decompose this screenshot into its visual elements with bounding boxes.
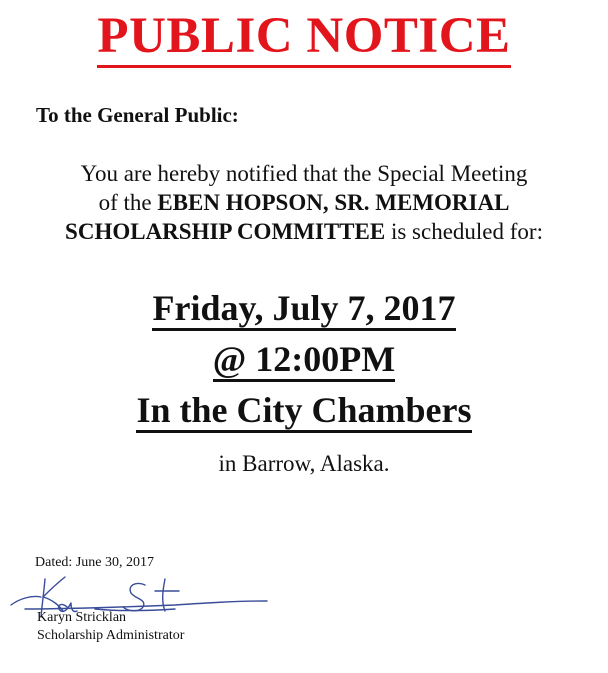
body-line-2-prefix: of the	[98, 190, 158, 215]
event-time: @ 12:00PM	[213, 339, 395, 382]
notice-title	[0, 6, 608, 66]
committee-name-part-2: SCHOLARSHIP COMMITTEE	[65, 219, 386, 244]
event-location: in Barrow, Alaska.	[218, 451, 390, 476]
body-line-1: You are hereby notified that the Special Meeting	[80, 161, 528, 186]
committee-name-part-1: EBEN HOPSON, SR. MEMORIAL	[157, 190, 510, 215]
notice-body	[0, 159, 608, 246]
signer-title: Scholarship Administrator	[37, 628, 185, 643]
body-line-3-suffix: is scheduled for:	[385, 219, 543, 244]
salutation: To the General Public:	[36, 103, 239, 127]
event-date-line	[0, 283, 608, 334]
event-place-line	[0, 385, 608, 436]
event-place: In the City Chambers	[136, 390, 471, 433]
event-details	[0, 283, 608, 436]
event-date: Friday, July 7, 2017	[152, 288, 455, 331]
event-time-line	[0, 334, 608, 385]
body-line-2	[0, 188, 608, 217]
signer-name: Karyn Stricklan	[37, 610, 127, 625]
notice-title-text: PUBLIC NOTICE	[97, 8, 510, 68]
dated-line: Dated: June 30, 2017	[35, 555, 154, 570]
body-line-3	[0, 217, 608, 246]
